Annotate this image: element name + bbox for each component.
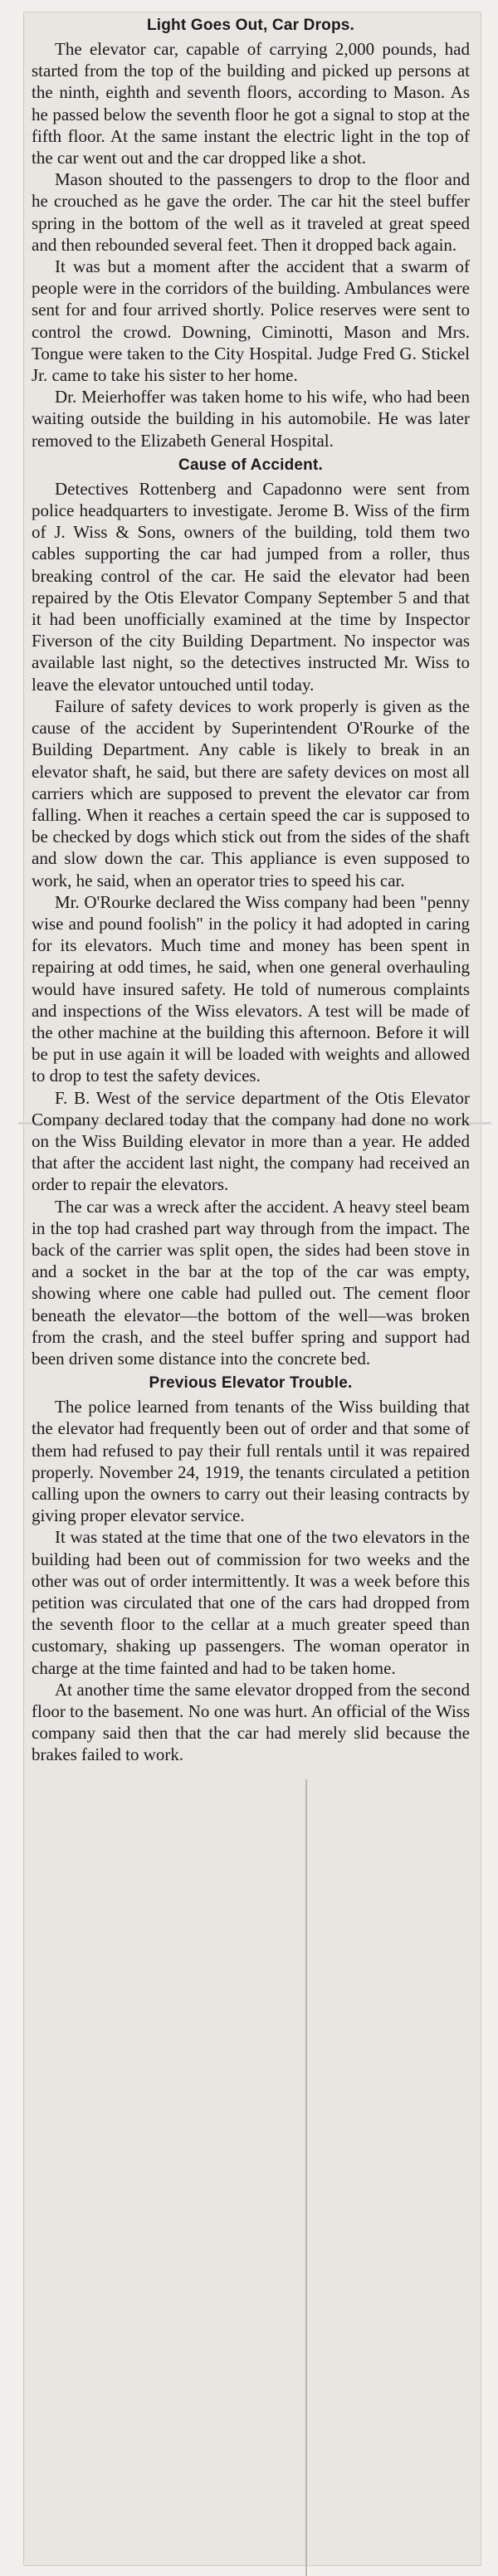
section-heading-light-goes-out: Light Goes Out, Car Drops. (146, 17, 355, 34)
paragraph: The car was a wreck after the accident. A heavy steel beam in the top had crashed part way through from the impact. The back of the carrier was split open, the sides had been stove in and a socket in the bar at the top of the car was empty, showing where one cable had pulled out. The cement floor beneath the elevator—the bottom of the well—was broken from the crash, and the steel buffer spring and support had been driven some distance into the concrete bed. (32, 1196, 470, 1368)
article-column (32, 17, 470, 1766)
paragraph: F. B. West of the service department of the Otis Elevator Company declared today that the company had done no work on the Wiss Building elevator in more than a year. He added that after the accident last night, the company had received an order to repair the elevators. (32, 1087, 470, 1195)
paragraph: It was stated at the time that one of the two elevators in the building had been out of commission for two weeks and the other was out of order intermittently. It was a week before this petition was circulated that one of the cars had dropped from the seventh floor to the cellar at a much greater speed than customary, shaking up passengers. The woman operator in charge at the time fainted and had to be taken home. (32, 1527, 470, 1678)
paragraph: Mason shouted to the passengers to drop to the floor and he crouched as he gave the order. The car hit the steel buffer spring in the bottom of the well as it traveled at great speed and then rebounded several feet. Then it dropped back again. (32, 169, 470, 255)
section-heading-cause-of-accident: Cause of Accident. (178, 456, 323, 474)
paragraph: The police learned from tenants of the Wiss building that the elevator had frequently been out of order and that some of them had refused to pay their full rentals until it was repaired properly. November 24, 1919, the tenants circulated a petition calling upon the owners to carry out their leasing contracts by giving proper elevator service. (32, 1397, 470, 1526)
section-heading-previous-elevator-trouble: Previous Elevator Trouble. (149, 1374, 353, 1393)
paragraph: Mr. O'Rourke declared the Wiss company had been "penny wise and pound foolish" in the policy it had adopted in caring for its elevators. Much time and money has been spent in repairing at odd times, he said, when one general overhauling would have insured safety. He told of numerous complaints and inspections of the Wiss elevators. A test will be made of the other machine at the building this afternoon. Before it will be put in use again it will be loaded with weights and allowed to drop to test the safety devices. (32, 891, 470, 1086)
paragraph: Detectives Rottenberg and Capadonno were sent from police headquarters to investigate. Jerome B. Wiss of the firm of J. Wiss & Sons, owners of the building, told them two cables supporting the car had jumped from a roller, thus breaking control of the car. He said the elevator had been repaired by the Otis Elevator Company September 5 and that it had been unofficially examined at the time by Inspector Fiverson of the city Building Department. No inspector was available last night, so the detectives instructed Mr. Wiss to leave the elevator untouched until today. (32, 478, 470, 695)
paragraph: Dr. Meierhoffer was taken home to his wife, who had been waiting outside the building in his automobile. He was later removed to the Elizabeth General Hospital. (32, 387, 470, 451)
newspaper-clipping (23, 12, 481, 2566)
paragraph: The elevator car, capable of carrying 2,000 pounds, had started from the top of the building and picked up persons at the ninth, eighth and seventh floors, according to Mason. As he passed below the seventh floor he got a signal to stop at the fifth floor. At the same instant the electric light in the top of the car went out and the car dropped like a shot. (32, 39, 470, 168)
paragraph: It was but a moment after the accident that a swarm of people were in the corridors of the building. Ambulances were sent for and four arrived shortly. Police reserves were sent to control the crowd. Downing, Ciminotti, Mason and Mrs. Tongue were taken to the City Hospital. Judge Fred G. Stickel Jr. came to take his sister to her home. (32, 256, 470, 386)
paper-fold (305, 1779, 307, 2576)
paragraph: Failure of safety devices to work properly is given as the cause of the accident by Superintendent O'Rourke of the Building Department. Any cable is likely to break in an elevator shaft, he said, but there are safety devices on most all carriers which are supposed to prevent the elevator car from falling. When it reaches a certain speed the car is supposed to be checked by dogs which stick out from the sides of the shaft and slow down the car. This appliance is even supposed to work, he said, when an operator tries to speed his car. (32, 695, 470, 890)
paragraph: At another time the same elevator dropped from the second floor to the basement. No one was hurt. An official of the Wiss company said then that the car had merely slid because the brakes failed to work. (32, 1679, 470, 1765)
